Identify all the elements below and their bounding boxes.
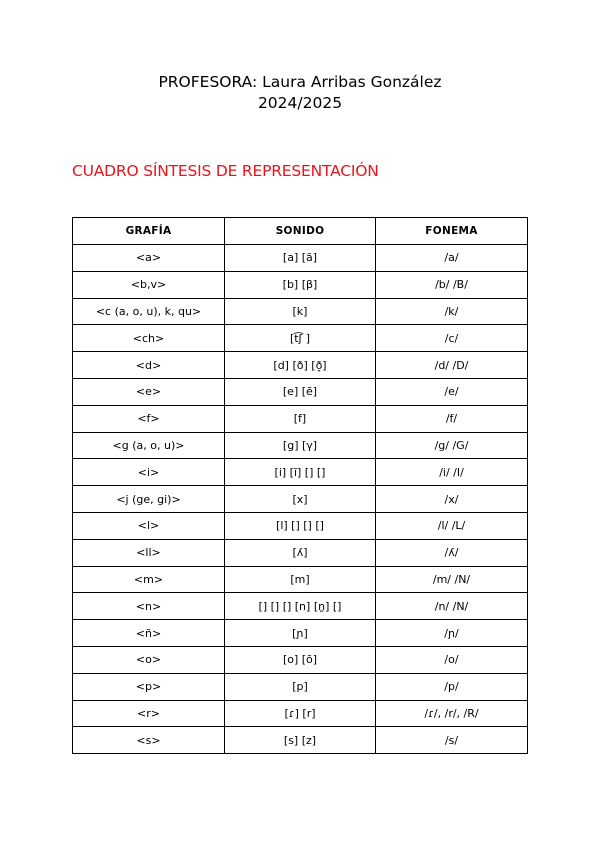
- sonido-cell: [] [] [] [n] [n̪] []: [225, 593, 376, 620]
- sonido-cell: [ʎ]: [225, 539, 376, 566]
- fonema-cell: /o/: [376, 646, 528, 673]
- sonido-cell: [ɾ] [r]: [225, 700, 376, 727]
- fonema-cell: /ɾ/, /r/, /R/: [376, 700, 528, 727]
- grafia-cell: <ll>: [73, 539, 225, 566]
- grafia-cell: <r>: [73, 700, 225, 727]
- teacher-name: PROFESORA: Laura Arribas González: [158, 73, 442, 91]
- table-row: [73, 352, 528, 379]
- sonido-cell: [l] [] [] []: [225, 512, 376, 539]
- fonema-cell: /c/: [376, 325, 528, 352]
- fonema-cell: /b/ /B/: [376, 271, 528, 298]
- table-row: [73, 620, 528, 647]
- table-row: [73, 673, 528, 700]
- table-row: [73, 459, 528, 486]
- fonema-cell: /k/: [376, 298, 528, 325]
- grafia-cell: <e>: [73, 378, 225, 405]
- grafia-cell: <a>: [73, 245, 225, 272]
- sonido-cell: [s] [z]: [225, 727, 376, 754]
- column-header-fonema: FONEMA: [376, 218, 528, 245]
- phonetics-table: [72, 217, 528, 754]
- table-row: [73, 271, 528, 298]
- sonido-cell: [i] [ĩ] [] []: [225, 459, 376, 486]
- sonido-cell: [t͡ʃ ]: [225, 325, 376, 352]
- table-row: [73, 727, 528, 754]
- grafia-cell: <i>: [73, 459, 225, 486]
- sonido-cell: [e] [ẽ]: [225, 378, 376, 405]
- grafia-cell: <o>: [73, 646, 225, 673]
- table-row: [73, 432, 528, 459]
- fonema-cell: /i/ /I/: [376, 459, 528, 486]
- table-row: [73, 486, 528, 513]
- fonema-cell: /f/: [376, 405, 528, 432]
- table-row: [73, 593, 528, 620]
- sonido-cell: [g] [γ]: [225, 432, 376, 459]
- grafia-cell: <g (a, o, u)>: [73, 432, 225, 459]
- column-header-grafia: GRAFÍA: [73, 218, 225, 245]
- school-year: 2024/2025: [257, 94, 343, 112]
- column-header-sonido: SONIDO: [225, 218, 376, 245]
- grafia-cell: <p>: [73, 673, 225, 700]
- sonido-cell: [k]: [225, 298, 376, 325]
- grafia-cell: <ch>: [73, 325, 225, 352]
- grafia-cell: <d>: [73, 352, 225, 379]
- table-row: [73, 325, 528, 352]
- sonido-cell: [d] [ð] [ð̞]: [225, 352, 376, 379]
- table-row: [73, 512, 528, 539]
- grafia-cell: <c (a, o, u), k, qu>: [73, 298, 225, 325]
- grafia-cell: <f>: [73, 405, 225, 432]
- table-row: [73, 566, 528, 593]
- grafia-cell: <ñ>: [73, 620, 225, 647]
- table-row: [73, 298, 528, 325]
- grafia-cell: <s>: [73, 727, 225, 754]
- sonido-cell: [o] [õ]: [225, 646, 376, 673]
- sonido-cell: [b] [β]: [225, 271, 376, 298]
- fonema-cell: /l/ /L/: [376, 512, 528, 539]
- fonema-cell: /d/ /D/: [376, 352, 528, 379]
- table-row: [73, 405, 528, 432]
- section-title: CUADRO SÍNTESIS DE REPRESENTACIÓN: [72, 162, 379, 180]
- grafia-cell: <m>: [73, 566, 225, 593]
- table-row: [73, 245, 528, 272]
- fonema-cell: /ɲ/: [376, 620, 528, 647]
- fonema-cell: /x/: [376, 486, 528, 513]
- sonido-cell: [m]: [225, 566, 376, 593]
- fonema-cell: /ʎ/: [376, 539, 528, 566]
- fonema-cell: /e/: [376, 378, 528, 405]
- table-row: [73, 700, 528, 727]
- fonema-cell: /n/ /N/: [376, 593, 528, 620]
- table-body: [73, 245, 528, 754]
- fonema-cell: /s/: [376, 727, 528, 754]
- grafia-cell: <j (ge, gi)>: [73, 486, 225, 513]
- sonido-cell: [f]: [225, 405, 376, 432]
- fonema-cell: /p/: [376, 673, 528, 700]
- sonido-cell: [p]: [225, 673, 376, 700]
- table-header-row: [73, 218, 528, 245]
- fonema-cell: /a/: [376, 245, 528, 272]
- sonido-cell: [a] [ã]: [225, 245, 376, 272]
- table-row: [73, 378, 528, 405]
- grafia-cell: <l>: [73, 512, 225, 539]
- fonema-cell: /g/ /G/: [376, 432, 528, 459]
- grafia-cell: <b,v>: [73, 271, 225, 298]
- table-row: [73, 539, 528, 566]
- document-header: [0, 72, 600, 114]
- sonido-cell: [x]: [225, 486, 376, 513]
- grafia-cell: <n>: [73, 593, 225, 620]
- sonido-cell: [ɲ]: [225, 620, 376, 647]
- table-row: [73, 646, 528, 673]
- fonema-cell: /m/ /N/: [376, 566, 528, 593]
